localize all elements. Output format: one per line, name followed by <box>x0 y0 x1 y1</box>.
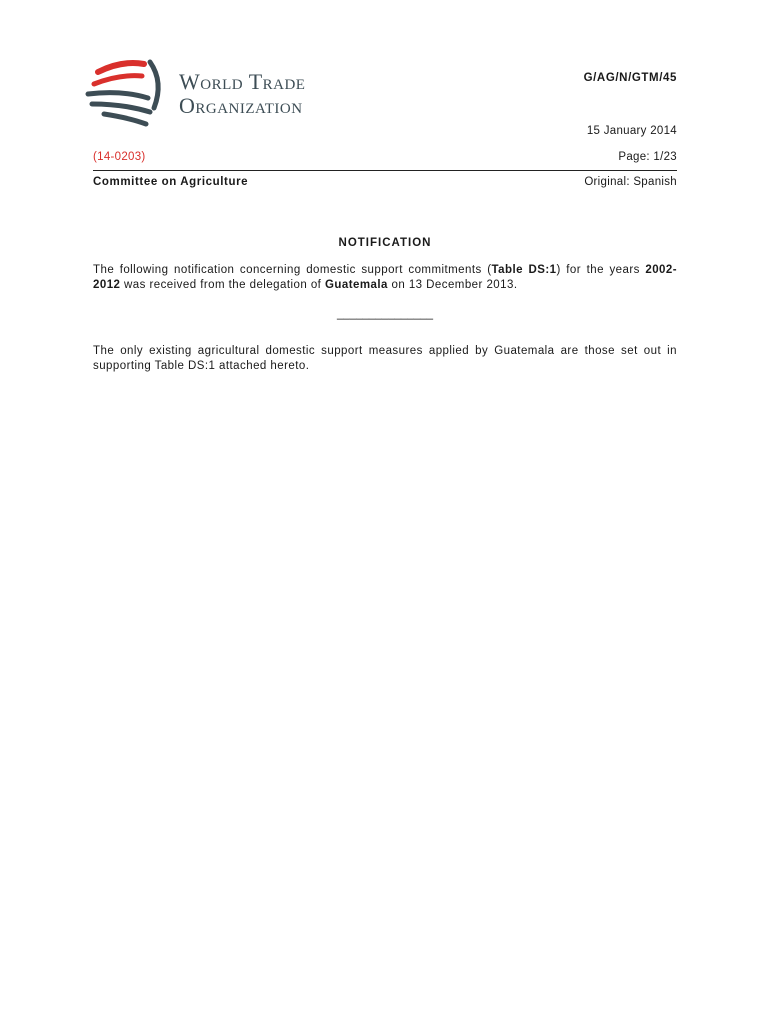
document-date: 15 January 2014 <box>586 125 677 137</box>
document-symbol: G/AG/N/GTM/45 <box>583 72 677 84</box>
p1-bold-table: Table DS:1 <box>491 264 557 276</box>
header-divider <box>93 170 677 171</box>
p1-bold-years: 2002-2012 <box>93 264 678 291</box>
p1-text-4: on 13 December 2013. <box>387 279 518 291</box>
wto-emblem-icon <box>84 58 174 130</box>
logo-wordmark <box>179 70 305 118</box>
notification-heading: NOTIFICATION <box>338 237 432 249</box>
p1-bold-country: Guatemala <box>324 279 388 291</box>
original-language: Original: Spanish <box>584 176 677 188</box>
page-number: Page: 1/23 <box>618 151 677 163</box>
logo-line-2: Organization <box>179 93 303 118</box>
p1-text-2: ) for the years <box>556 264 646 276</box>
logo-line-1: World Trade <box>179 69 306 94</box>
reference-number: (14-0203) <box>93 151 146 163</box>
measures-paragraph: The only existing agricultural domestic support measures applied by Guatemala are those set out in supporting Table DS:1 attached hereto. <box>93 345 677 372</box>
p1-text-3: was received from the delegation of <box>120 279 325 291</box>
p1-text-1: The following notification concerning domestic support commitments ( <box>93 264 492 276</box>
committee-name: Committee on Agriculture <box>93 176 249 188</box>
notification-paragraph <box>93 263 677 293</box>
wto-logo <box>84 58 354 130</box>
section-separator: _______________ <box>337 308 433 320</box>
